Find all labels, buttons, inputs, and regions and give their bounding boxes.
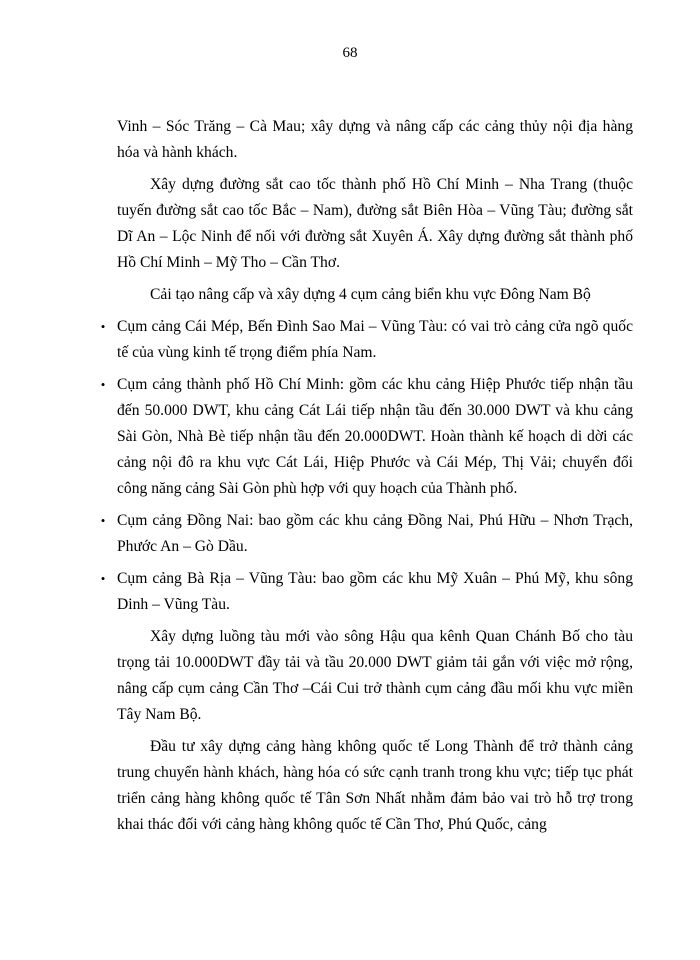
- page-number: 68: [342, 45, 358, 61]
- seaport-cluster-list: [100, 314, 633, 618]
- bullet-icon: •: [100, 571, 106, 586]
- list-item: [100, 314, 633, 366]
- paragraph-seaports-intro: Cải tạo nâng cấp và xây dựng 4 cụm cảng biển khu vực Đông Nam Bộ: [150, 286, 591, 303]
- paragraph-hau-river-channel: Xây dựng luồng tàu mới vào sông Hậu qua kênh Quan Chánh Bố cho tàu trọng tải 10.000DWT đầy tải và tầu 20.000 DWT giảm tải gắn với việc mở rộng, nâng cấp cụm cảng Cần Thơ –Cái Cui trở thành cụm cảng đầu mối khu vực miền Tây Nam Bộ.: [117, 628, 633, 723]
- list-item-text: Cụm cảng thành phố Hồ Chí Minh: gồm các khu cảng Hiệp Phước tiếp nhận tầu đến 50.000 DWT, khu cảng Cát Lái tiếp nhận tầu đến 30.000 DWT và khu cảng Sài Gòn, Nhà Bè tiếp nhận tầu đến 20.000DWT. Hoàn thành kế hoạch di dời các cảng nội đô ra khu vực Cát Lái, Hiệp Phước và Cái Mép, Thị Vải; chuyển đổi công năng cảng Sài Gòn phù hợp với quy hoạch của Thành phố.: [117, 376, 633, 497]
- list-item: [100, 372, 633, 502]
- paragraph-airports: Đầu tư xây dựng cảng hàng không quốc tế Long Thành để trở thành cảng trung chuyển hành khách, hàng hóa có sức cạnh tranh trong khu vực; tiếp tục phát triển cảng hàng không quốc tế Tân Sơn Nhất nhằm đảm bảo vai trò hỗ trợ trong khai thác đối với cảng hàng không quốc tế Cần Thơ, Phú Quốc, cảng: [117, 738, 633, 833]
- paragraph-railway: Xây dựng đường sắt cao tốc thành phố Hồ Chí Minh – Nha Trang (thuộc tuyến đường sắt cao tốc Bắc – Nam), đường sắt Biên Hòa – Vũng Tàu; đường sắt Dĩ An – Lộc Ninh để nối với đường sắt Xuyên Á. Xây dựng đường sắt thành phố Hồ Chí Minh – Mỹ Tho – Cần Thơ.: [117, 176, 633, 271]
- bullet-icon: •: [100, 513, 106, 528]
- bullet-icon: •: [100, 319, 106, 334]
- list-item-text: Cụm cảng Cái Mép, Bến Đình Sao Mai – Vũng Tàu: có vai trò cảng cửa ngõ quốc tế của vùng kinh tế trọng điểm phía Nam.: [117, 318, 633, 361]
- list-item-text: Cụm cảng Bà Rịa – Vũng Tàu: bao gồm các khu Mỹ Xuân – Phú Mỹ, khu sông Dinh – Vũng Tàu.: [117, 570, 633, 613]
- list-item-text: Cụm cảng Đồng Nai: bao gồm các khu cảng Đồng Nai, Phú Hữu – Nhơn Trạch, Phước An – Gò Dầu.: [117, 512, 633, 555]
- list-item: [100, 566, 633, 618]
- paragraph-continuation: Vinh – Sóc Trăng – Cà Mau; xây dựng và nâng cấp các cảng thủy nội địa hàng hóa và hành khách.: [117, 118, 633, 161]
- list-item: [100, 508, 633, 560]
- bullet-icon: •: [100, 377, 106, 392]
- page-body: [100, 114, 633, 844]
